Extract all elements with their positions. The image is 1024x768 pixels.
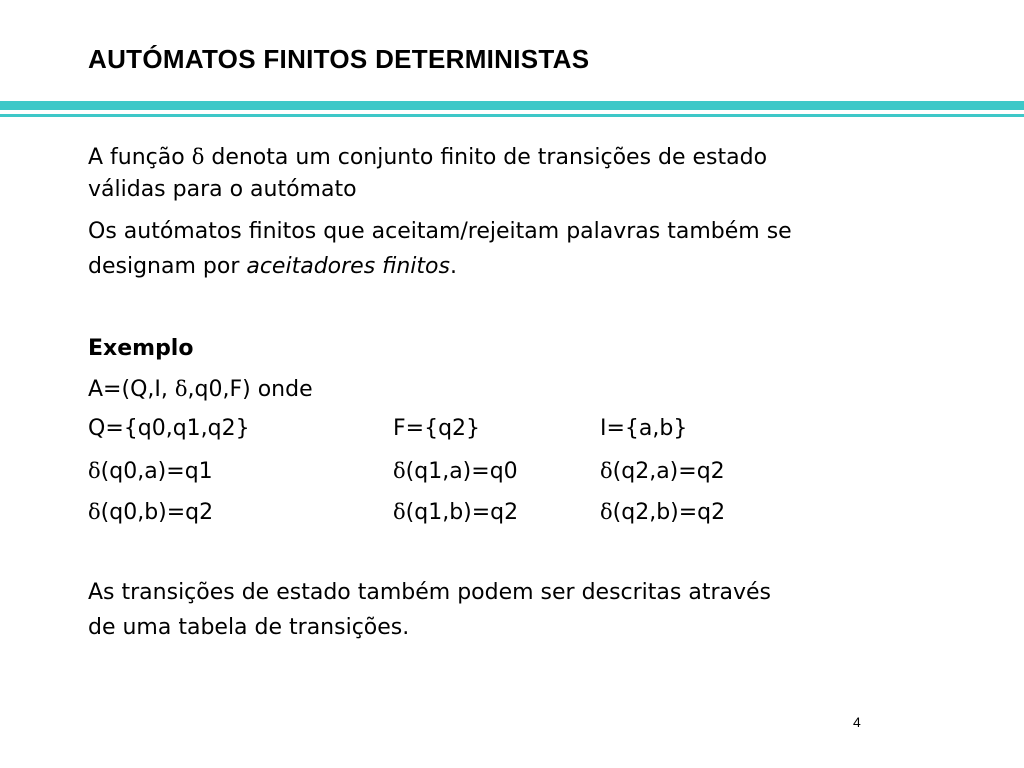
- transition-text: (q1,b)=q2: [405, 500, 519, 525]
- intro-text: denota um conjunto finito de transições de estado: [204, 145, 768, 170]
- delta-symbol: δ: [174, 377, 188, 401]
- transition-text: (q0,a)=q1: [100, 459, 213, 484]
- closing-line-1: As transições de estado também podem ser descritas através: [88, 580, 772, 605]
- delta-symbol: δ: [88, 459, 101, 483]
- definition-text: A=(Q,I,: [88, 377, 175, 402]
- delta-symbol: δ: [600, 500, 613, 524]
- example-heading: Exemplo: [88, 336, 194, 361]
- title-divider-thick: [0, 101, 1024, 110]
- transition-text: (q1,a)=q0: [405, 459, 518, 484]
- set-final: F={q2}: [393, 416, 481, 441]
- transition-text: (q0,b)=q2: [100, 500, 214, 525]
- transition-q0-a: [88, 456, 213, 487]
- automaton-definition: [88, 374, 313, 405]
- delta-symbol: δ: [393, 500, 406, 524]
- delta-symbol: δ: [393, 459, 406, 483]
- intro-text: designam por: [88, 254, 247, 279]
- title-divider-thin: [0, 114, 1024, 117]
- intro-line-3: Os autómatos finitos que aceitam/rejeitam palavras também se: [88, 219, 792, 244]
- intro-line-2: válidas para o autómato: [88, 177, 357, 202]
- transition-q1-b: [393, 497, 518, 528]
- definition-text: ,q0,F) onde: [187, 377, 313, 402]
- italic-term: aceitadores finitos: [246, 254, 450, 279]
- transition-q1-a: [393, 456, 518, 487]
- delta-symbol: δ: [600, 459, 613, 483]
- transition-q2-a: [600, 456, 725, 487]
- intro-text: .: [449, 254, 457, 279]
- transition-q0-b: [88, 497, 213, 528]
- page-number: 4: [853, 714, 861, 730]
- transition-text: (q2,b)=q2: [612, 500, 726, 525]
- transition-q2-b: [600, 497, 725, 528]
- intro-line-4: [88, 252, 457, 282]
- set-states: Q={q0,q1,q2}: [88, 416, 250, 441]
- delta-symbol: δ: [88, 500, 101, 524]
- intro-text: A função: [88, 145, 192, 170]
- set-alphabet: I={a,b}: [600, 416, 688, 441]
- intro-line-1: [88, 142, 767, 173]
- transition-text: (q2,a)=q2: [612, 459, 725, 484]
- slide-title: AUTÓMATOS FINITOS DETERMINISTAS: [88, 44, 590, 74]
- closing-line-2: de uma tabela de transições.: [88, 615, 410, 640]
- delta-symbol: δ: [191, 145, 205, 169]
